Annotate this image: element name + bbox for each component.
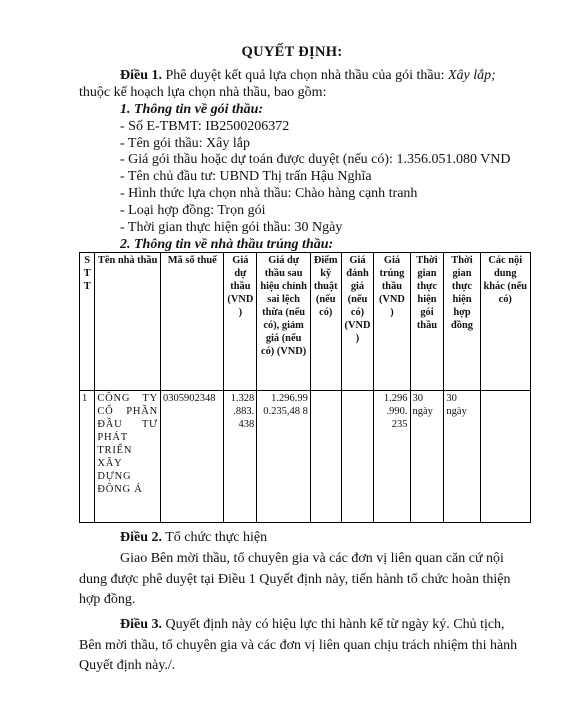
info-item-contract-type: - Loại hợp đồng: Trọn gói (120, 203, 266, 218)
info-item-package-name: - Tên gói thầu: Xây lắp (120, 136, 250, 151)
article2-heading (120, 529, 267, 546)
article3-text: Quyết định này có hiệu lực thi hành kể từ ngày ký. Chủ tịch, (162, 617, 505, 632)
cell-bid-price: 1.328 .883. 438 (224, 391, 257, 523)
header-stt: S T T (80, 253, 95, 391)
article1-line2: thuộc kế hoạch lựa chọn nhà thầu, bao gồm: (79, 85, 327, 100)
section2-heading: 2. Thông tin về nhà thầu trúng thầu: (120, 237, 334, 252)
cell-winning-price: 1.296 .990. 235 (374, 391, 410, 523)
cell-contract-duration: 30 ngày (444, 391, 480, 523)
header-technical-score: Điểm kỹ thuật (nếu có) (310, 253, 341, 391)
header-other-content: Các nội dung khác (nếu có) (480, 253, 530, 391)
article3-line3: Quyết định này./. (79, 658, 176, 673)
article2-para-line1: Giao Bên mời thầu, tổ chuyên gia và các đơn vị liên quan căn cứ nội (120, 551, 504, 566)
cell-technical-score (310, 391, 341, 523)
article1-text-a: Phê duyệt kết quả lựa chọn nhà thầu của gói thầu: (162, 68, 448, 83)
cell-package-duration: 30 ngày (410, 391, 444, 523)
header-contract-duration: Thời gian thực hiện hợp đồng (444, 253, 480, 391)
header-winning-price: Giá trúng thầu (VND ) (374, 253, 410, 391)
header-adjusted-price: Giá dự thầu sau hiệu chỉnh sai lệch thừa (nếu có), giảm giá (nếu có) (VND) (257, 253, 311, 391)
article2-para-line2: dung được phê duyệt tại Điều 1 Quyết định này, tiến hành tổ chức hoàn thiện (79, 572, 511, 587)
article3-label: Điều 3. (120, 617, 162, 632)
cell-tax-code: 0305902348 (160, 391, 223, 523)
header-package-duration: Thời gian thực hiện gói thầu (410, 253, 444, 391)
section1-heading: 1. Thông tin về gói thầu: (120, 102, 264, 117)
header-bidder-name: Tên nhà thầu (95, 253, 161, 391)
article1-line1 (120, 67, 496, 84)
article3-line2: Bên mời thầu, tổ chuyên gia và các đơn vị liên quan chịu trách nhiệm thi hành (79, 638, 518, 653)
cell-other-content (480, 391, 530, 523)
cell-adjusted-price: 1.296.99 0.235,48 8 (257, 391, 311, 523)
header-evaluated-price: Giá đánh giá (nếu có) (VND ) (341, 253, 374, 391)
cell-bidder-name: CÔNG TY CỔ PHẦN ĐẦU TƯ PHÁT TRIỂN XÂY DỰNG ĐÔNG Á (95, 391, 161, 523)
decision-title: QUYẾT ĐỊNH: (241, 44, 343, 60)
header-bid-price: Giá dự thầu (VND ) (224, 253, 257, 391)
table-header-row (80, 253, 531, 391)
article2-para-line3: hợp đồng. (79, 592, 136, 607)
info-item-duration: - Thời gian thực hiện gói thầu: 30 Ngày (120, 220, 343, 235)
article1-package: Xây lắp; (447, 68, 496, 83)
info-item-selection-method: - Hình thức lựa chọn nhà thầu: Chào hàng cạnh tranh (120, 186, 418, 201)
article2-text: Tổ chức thực hiện (162, 530, 268, 545)
article1-label: Điều 1. (120, 68, 162, 83)
info-item-package-price: - Giá gói thầu hoặc dự toán được duyệt (nếu có): 1.356.051.080 VND (120, 152, 511, 167)
header-tax-code: Mã số thuế (160, 253, 223, 391)
winning-bidder-table (79, 252, 531, 523)
article2-label: Điều 2. (120, 530, 162, 545)
table-row (80, 391, 531, 523)
cell-evaluated-price (341, 391, 374, 523)
info-item-investor: - Tên chủ đầu tư: UBND Thị trấn Hậu Nghĩa (120, 169, 372, 184)
cell-stt: 1 (80, 391, 95, 523)
article3-line1 (120, 616, 505, 633)
info-item-etbmt: - Số E-TBMT: IB2500206372 (120, 119, 290, 134)
